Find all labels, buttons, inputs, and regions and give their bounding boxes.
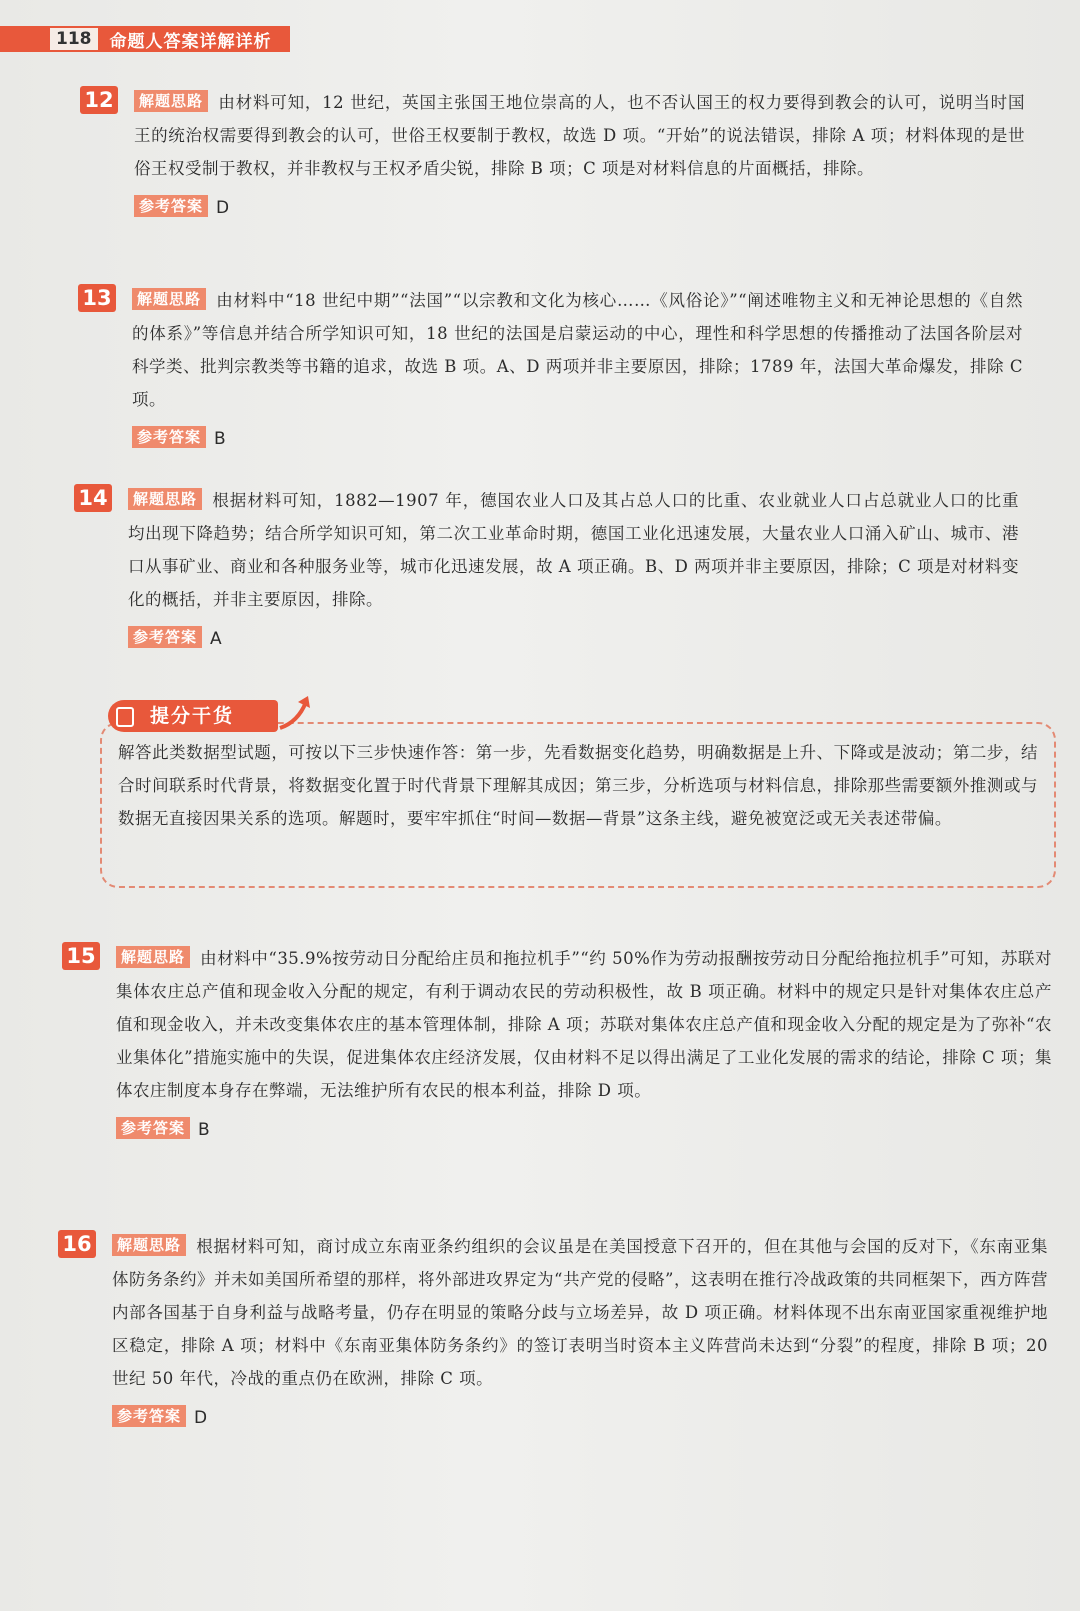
analysis-tag: 解题思路 xyxy=(116,946,190,968)
question-13 xyxy=(78,284,1023,449)
answer-line xyxy=(112,1405,1048,1428)
answer-tag: 参考答案 xyxy=(132,426,206,448)
question-14 xyxy=(74,484,1019,649)
answer-value: B xyxy=(214,429,226,449)
question-number: 16 xyxy=(58,1230,96,1258)
answer-line xyxy=(134,195,1025,218)
arrow-up-right-icon xyxy=(278,694,314,730)
analysis-tag: 解题思路 xyxy=(134,90,208,112)
analysis-tag: 解题思路 xyxy=(128,488,202,510)
page-header xyxy=(0,26,290,52)
analysis-text xyxy=(134,86,1025,185)
answer-line xyxy=(128,626,1019,649)
header-title: 命题人答案详解详析 xyxy=(109,31,272,52)
analysis-text xyxy=(132,284,1023,416)
answer-line xyxy=(132,426,1023,449)
analysis-text xyxy=(112,1230,1048,1395)
tip-label xyxy=(108,700,278,732)
question-number: 15 xyxy=(62,942,100,970)
answer-tag: 参考答案 xyxy=(116,1117,190,1139)
question-16 xyxy=(58,1230,1048,1428)
tip-title: 提分干货 xyxy=(150,705,235,727)
analysis-tag: 解题思路 xyxy=(112,1234,186,1256)
answer-value: D xyxy=(216,198,230,218)
answer-tag: 参考答案 xyxy=(128,626,202,648)
document-icon xyxy=(116,707,134,727)
analysis-body: 由材料中“35.9%按劳动日分配给庄员和拖拉机手”“约 50%作为劳动报酬按劳动日分配给拖拉机手”可知，苏联对集体农庄总产值和现金收入分配的规定，有利于调动农民的劳动积极性，故 B 项正确。材料中的规定只是针对集体农庄总产值和现金收入，并未改变集体农庄的基本管理体制，排除 A 项；苏联对集体农庄总产值和现金收入分配的规定是为了弥补“农业集体化”措施实施中的失误，促进集体农庄经济发展，仅由材料不足以得出满足了工业化发展的需求的结论，排除 C 项；集体农庄制度本身存在弊端，无法维护所有农民的根本利益，排除 D 项。 xyxy=(116,949,1052,1100)
tip-text: 解答此类数据型试题，可按以下三步快速作答：第一步，先看数据变化趋势，明确数据是上升、下降或是波动；第二步，结合时间联系时代背景，将数据变化置于时代背景下理解其成因；第三步，分析选项与材料信息，排除那些需要额外推测或与数据无直接因果关系的选项。解题时，要牢牢抓住“时间—数据—背景”这条主线，避免被宽泛或无关表述带偏。 xyxy=(118,743,1038,828)
analysis-text xyxy=(116,942,1052,1107)
analysis-body: 根据材料可知，1882—1907 年，德国农业人口及其占总人口的比重、农业就业人口占总就业人口的比重均出现下降趋势；结合所学知识可知，第二次工业革命时期，德国工业化迅速发展，大量农业人口涌入矿山、城市、港口从事矿业、商业和各种服务业等，城市化迅速发展，故 A 项正确。B、D 两项并非主要原因，排除；C 项是对材料变化的概括，并非主要原因，排除。 xyxy=(128,491,1019,609)
question-15 xyxy=(62,942,1052,1140)
answer-tag: 参考答案 xyxy=(112,1405,186,1427)
answer-tag: 参考答案 xyxy=(134,195,208,217)
answer-value: D xyxy=(194,1408,208,1428)
analysis-body: 由材料中“18 世纪中期”“法国”“以宗教和文化为核心……《风俗论》”“阐述唯物主义和无神论思想的《自然的体系》”等信息并结合所学知识可知，18 世纪的法国是启蒙运动的中心，理性和科学思想的传播推动了法国各阶层对科学类、批判宗教类等书籍的追求，故选 B 项。A、D 两项并非主要原因，排除；1789 年，法国大革命爆发，排除 C 项。 xyxy=(132,291,1023,409)
question-number: 14 xyxy=(74,484,112,512)
answer-value: B xyxy=(198,1120,210,1140)
answer-value: A xyxy=(210,629,222,649)
question-number: 12 xyxy=(80,86,118,114)
tip-box xyxy=(100,700,1060,892)
question-number: 13 xyxy=(78,284,116,312)
analysis-text xyxy=(128,484,1019,616)
analysis-tag: 解题思路 xyxy=(132,288,206,310)
question-12 xyxy=(80,86,1025,218)
answer-line xyxy=(116,1117,1052,1140)
analysis-body: 根据材料可知，商讨成立东南亚条约组织的会议虽是在美国授意下召开的，但在其他与会国的反对下，《东南亚集体防务条约》并未如美国所希望的那样，将外部进攻界定为“共产党的侵略”，这表明在推行冷战政策的共同框架下，西方阵营内部各国基于自身利益与战略考量，仍存在明显的策略分歧与立场差异，故 D 项正确。材料体现不出东南亚国家重视维护地区稳定，排除 A 项；材料中《东南亚集体防务条约》的签订表明当时资本主义阵营尚未达到“分裂”的程度，排除 B 项；20 世纪 50 年代，冷战的重点仍在欧洲，排除 C 项。 xyxy=(112,1237,1049,1388)
page-number: 118 xyxy=(50,28,98,50)
analysis-body: 由材料可知，12 世纪，英国主张国王地位崇高的人，也不否认国王的权力要得到教会的认可，说明当时国王的统治权需要得到教会的认可，世俗王权要制于教权，故选 D 项。“开始”的说法错误，排除 A 项；材料体现的是世俗王权受制于教权，并非教权与王权矛盾尖锐，排除 B 项；C 项是对材料信息的片面概括，排除。 xyxy=(134,93,1025,178)
